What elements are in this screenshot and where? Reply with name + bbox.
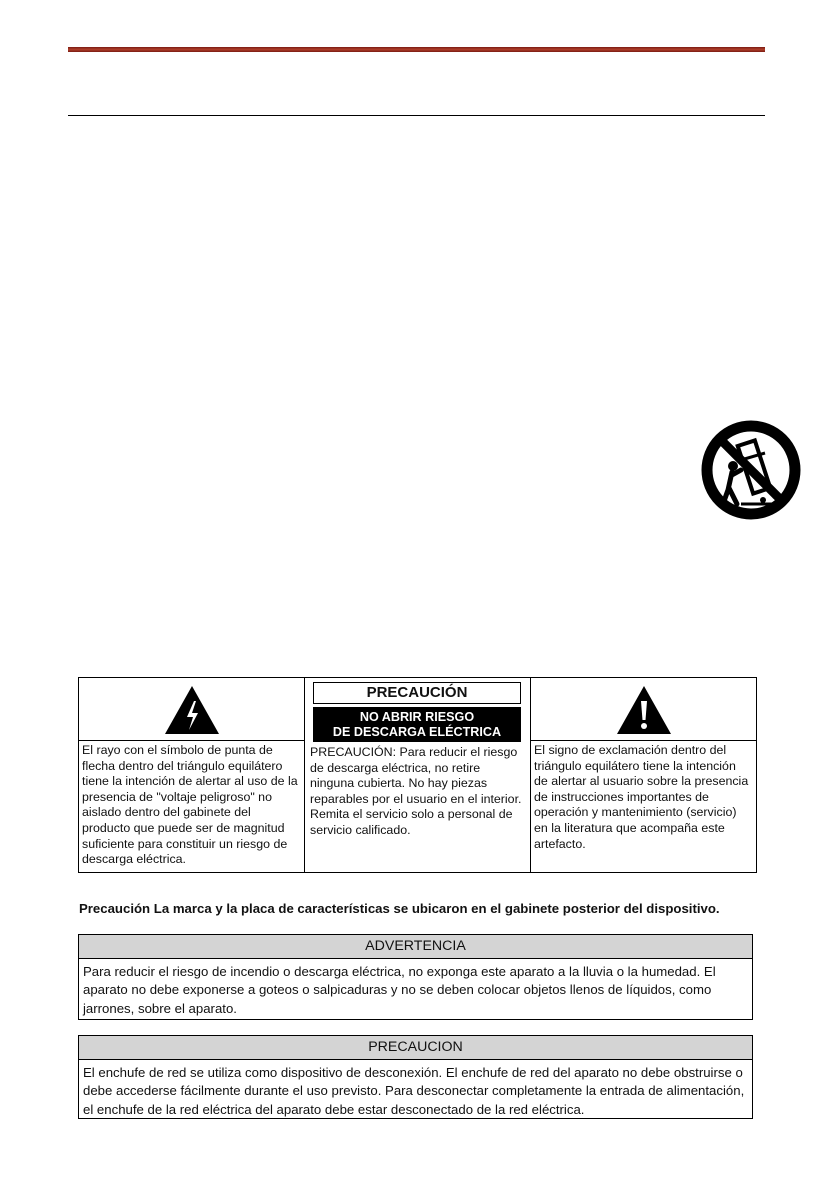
advertencia-box xyxy=(78,934,753,1020)
caution-banner: NO ABRIR RIESGO DE DESCARGA ELÉCTRICA xyxy=(313,707,521,742)
safety-symbols-table xyxy=(78,677,757,873)
precaucion-body: El enchufe de red se utiliza como dispositivo de desconexión. El enchufe de red del aparato no debe obstruirse o debe accederse fácilmente durante el uso previsto. Para desconectar completamente la entrada de alimentación, el enchufe de la red eléctrica del aparato debe estar desconectado de la red eléctrica. xyxy=(83,1065,745,1117)
precaucion-box xyxy=(78,1035,753,1119)
lightning-description: El rayo con el símbolo de punta de flecha dentro del triángulo equilátero tiene la intención de alertar al uso de la presencia de "voltaje peligroso" no aislado dentro del gabinete del producto que puede ser de magnitud suficiente para constituir un riesgo de descarga eléctrica. xyxy=(82,743,298,867)
lightning-triangle-icon xyxy=(163,684,221,736)
cart-tip-over-icon xyxy=(701,420,801,520)
lightning-column xyxy=(79,678,305,872)
caution-title: PRECAUCIÓN xyxy=(313,682,521,704)
exclamation-column xyxy=(531,678,756,872)
advertencia-body: Para reducir el riesgo de incendio o descarga eléctrica, no exponga este aparato a la lluvia o la humedad. El aparato no debe exponerse a goteos o salpicaduras y no se deben colocar objetos llenos de líquidos, como jarrones, sobre el aparato. xyxy=(83,964,716,1016)
caution-column xyxy=(305,678,531,872)
exclamation-description: El signo de exclamación dentro del triángulo equilátero tiene la intención de alertar al usuario sobre la presencia de instrucciones importantes de operación y mantenimiento (servicio) en la literatura que acompaña este artefacto. xyxy=(534,743,749,851)
header-divider xyxy=(68,115,765,116)
exclamation-triangle-icon xyxy=(615,684,673,736)
header-rule xyxy=(68,47,765,52)
mark-notice: Precaución La marca y la placa de características se ubicaron en el gabinete posterior del dispositivo. xyxy=(79,901,720,916)
precaucion-title: PRECAUCION xyxy=(79,1036,752,1060)
caution-description: PRECAUCIÓN: Para reducir el riesgo de descarga eléctrica, no retire ninguna cubierta. No hay piezas reparables por el usuario en el interior. Remita el servicio solo a personal de servicio calificado. xyxy=(310,745,522,837)
advertencia-title: ADVERTENCIA xyxy=(79,935,752,959)
